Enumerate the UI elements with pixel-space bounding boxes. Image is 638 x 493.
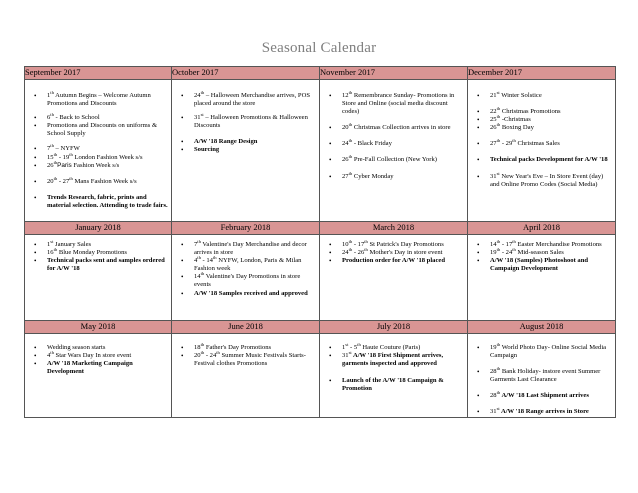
event-text: - 14	[200, 257, 213, 265]
event-item	[47, 360, 168, 376]
event-text: 24	[342, 140, 349, 148]
event-item	[194, 273, 316, 289]
ordinal-suffix: th	[50, 350, 54, 356]
month-header-row	[25, 222, 616, 235]
ordinal-suffix: th	[496, 122, 501, 128]
ordinal-suffix: th	[53, 175, 58, 181]
event-text: 25	[490, 116, 497, 124]
event-item	[490, 344, 612, 360]
event-text: 4	[194, 257, 198, 265]
event-text: New Year's Eve – In Store Event (day) and Online Promo Codes (Social Media)	[490, 172, 604, 188]
event-text: 20	[47, 177, 54, 185]
event-item	[47, 194, 168, 210]
event-text: World Photo Day- Online Social Media Campaign	[490, 344, 607, 360]
event-item	[194, 92, 316, 108]
event-list	[25, 235, 171, 273]
event-item	[342, 257, 464, 265]
event-item	[342, 352, 464, 368]
event-text: Christmas Collection arrives in store	[352, 124, 451, 132]
event-text: - 24	[500, 249, 513, 257]
event-text: Pre-Fall Collection (New York)	[352, 156, 437, 164]
event-text: Promotions and Discounts on uniforms & School Supply	[47, 122, 158, 138]
ordinal-suffix: th	[200, 271, 205, 277]
event-item	[342, 156, 464, 164]
event-item	[47, 175, 168, 186]
month-header: March 2018	[320, 222, 468, 235]
event-text: - 24	[204, 352, 217, 360]
event-text: A/W '18 Samples received and approved	[194, 289, 308, 297]
month-events-cell	[468, 235, 616, 321]
month-header: July 2018	[320, 321, 468, 334]
event-text: -Christmas	[500, 116, 531, 124]
event-text: Blue Monday Promotions	[57, 249, 127, 257]
event-item	[490, 249, 612, 257]
event-text: 31	[194, 114, 201, 122]
event-text: Autumn Begins – Welcome Autumn Promotions and Discounts	[47, 92, 151, 108]
event-text: A/W '18 Range Design	[194, 138, 258, 146]
ordinal-suffix: th	[50, 112, 54, 118]
event-text: Star Wars Day In store event	[53, 352, 132, 360]
event-text: – NYFW	[53, 145, 80, 153]
ordinal-suffix: th	[496, 239, 501, 244]
event-text: Technical packs sent and samples ordered for A/W '18	[47, 257, 165, 273]
event-text: 16	[47, 249, 54, 257]
ordinal-suffix: th	[348, 90, 353, 95]
event-item	[194, 146, 316, 154]
event-text: 31	[342, 352, 349, 360]
event-text: - Black Friday	[352, 140, 392, 148]
ordinal-suffix: th	[50, 90, 54, 95]
event-text: 20	[342, 124, 349, 132]
event-item	[490, 241, 612, 249]
event-text: 4	[47, 352, 51, 360]
event-text: 19	[490, 249, 497, 257]
ordinal-suffix: th	[216, 350, 220, 356]
event-text: 24	[194, 92, 201, 99]
event-text: Valentine's Day Merchandise and decor arrives in store	[194, 241, 307, 257]
event-item	[490, 124, 612, 132]
month-header: May 2018	[25, 321, 172, 334]
month-events-cell	[320, 80, 468, 222]
event-item	[194, 290, 316, 298]
event-text: A/W '18 (Samples) Photoshoot and Campaign Development	[490, 257, 589, 273]
event-text: - Back to School	[53, 114, 100, 122]
ordinal-suffix: th	[496, 390, 501, 396]
event-text: 28	[490, 392, 497, 400]
event-list	[25, 80, 171, 210]
event-item	[490, 392, 612, 400]
event-item	[47, 257, 168, 273]
event-item	[342, 140, 464, 148]
month-events-cell	[25, 334, 172, 418]
month-header: August 2018	[468, 321, 616, 334]
event-text: - 17	[352, 241, 365, 248]
ordinal-suffix: th	[212, 255, 217, 261]
ordinal-suffix: th	[357, 342, 361, 347]
event-text: St Patrick's Day Promotions	[367, 241, 444, 248]
month-header-row	[25, 321, 616, 334]
ordinal-suffix: th	[69, 175, 73, 181]
ordinal-suffix: th	[53, 159, 58, 165]
event-text: Paris	[57, 161, 72, 169]
event-text: 31	[490, 172, 497, 180]
event-item	[342, 92, 464, 116]
ordinal-suffix: th	[53, 247, 58, 253]
event-text: 14	[194, 273, 201, 281]
event-text: Boxing Day	[500, 124, 534, 132]
event-item	[47, 92, 168, 108]
month-header: January 2018	[25, 222, 172, 235]
event-item	[490, 140, 612, 148]
event-text: 21	[490, 92, 497, 99]
event-text: 27	[490, 140, 497, 148]
event-item	[342, 377, 464, 393]
event-text: 24	[342, 249, 349, 257]
event-text: Launch of the A/W '18 Campaign & Promotion	[342, 377, 444, 393]
event-item	[47, 114, 168, 122]
ordinal-suffix: th	[200, 90, 205, 95]
ordinal-suffix: th	[200, 350, 205, 356]
ordinal-suffix: th	[348, 170, 353, 176]
event-text: 26	[490, 124, 497, 132]
event-text: Father's Day Promotions	[204, 344, 272, 351]
event-text: 26	[47, 161, 54, 169]
event-text: NYFW, London, Paris & Milan Fashion week	[194, 257, 302, 273]
event-item	[47, 122, 168, 138]
event-item	[342, 344, 464, 352]
ordinal-suffix: st	[348, 350, 352, 356]
month-header: November 2017	[320, 67, 468, 80]
event-text: Mid-season Sales	[515, 249, 564, 257]
event-item	[194, 114, 316, 130]
ordinal-suffix: th	[69, 151, 73, 157]
event-list	[468, 235, 615, 273]
month-header: October 2017	[172, 67, 320, 80]
month-header: December 2017	[468, 67, 616, 80]
event-text: Cyber Monday	[352, 172, 394, 180]
event-text: - 19	[57, 153, 70, 161]
month-header: June 2018	[172, 321, 320, 334]
event-text: 1	[47, 241, 51, 248]
event-text: Valentine's Day Promotions in store events	[194, 273, 301, 289]
event-item	[342, 249, 464, 257]
event-item	[194, 257, 316, 273]
page-title: Seasonal Calendar	[261, 40, 377, 56]
ordinal-suffix: th	[348, 122, 353, 128]
event-item	[47, 249, 168, 257]
event-list	[320, 80, 467, 181]
event-text: 14	[490, 241, 497, 248]
month-events-cell	[468, 334, 616, 418]
event-text: 18	[194, 344, 201, 351]
event-text: - 5	[348, 344, 358, 351]
event-text: Technical packs Development for A/W '18	[490, 156, 608, 164]
event-item	[490, 257, 612, 273]
event-item	[47, 151, 168, 162]
event-item	[490, 156, 612, 164]
event-item	[342, 170, 464, 181]
month-events-cell	[172, 235, 320, 321]
event-text: - 27	[57, 177, 70, 185]
event-item	[47, 241, 168, 249]
month-events-row	[25, 80, 616, 222]
month-events-cell	[320, 235, 468, 321]
ordinal-suffix: th	[496, 342, 501, 347]
event-item	[47, 145, 168, 153]
ordinal-suffix: th	[348, 154, 353, 160]
event-text: 22	[490, 108, 497, 116]
event-text: Fashion Week s/s	[71, 161, 120, 169]
event-item	[490, 92, 612, 100]
event-text: 6	[47, 114, 51, 122]
event-text: Haute Couture (Paris)	[360, 344, 421, 351]
event-text: Mans Fashion Week s/s	[72, 177, 137, 185]
event-text: A/W '18 First Shipment arrives, garments inspected and approved	[342, 352, 444, 368]
event-text: – Halloween Promotions & Halloween Discounts	[194, 114, 308, 130]
event-text: 10	[342, 241, 349, 248]
ordinal-suffix: st	[200, 112, 204, 118]
event-text: 15	[47, 153, 54, 161]
event-text: A/W '18 Marketing Campaign Development	[47, 360, 133, 376]
ordinal-suffix: th	[496, 106, 501, 112]
month-header-row	[25, 67, 616, 80]
event-text: A/W '18 Range arrives in Store	[499, 408, 589, 416]
ordinal-suffix: th	[53, 151, 58, 157]
ordinal-suffix: th	[512, 247, 516, 253]
event-item	[342, 124, 464, 132]
event-text: Easter Merchandise Promotions	[515, 241, 602, 248]
event-list	[172, 334, 319, 368]
ordinal-suffix: th	[348, 239, 353, 244]
event-text: Wedding season starts	[47, 344, 106, 351]
seasonal-calendar-table	[24, 66, 616, 418]
event-text: 7	[194, 241, 198, 248]
event-text: – Halloween Merchandise arrives, POS placed around the store	[194, 92, 311, 108]
event-list	[468, 80, 615, 189]
event-text: - 29	[500, 140, 513, 148]
event-text: 31	[490, 408, 497, 416]
event-text: Christmas Sales	[515, 140, 560, 148]
event-text: 26	[342, 156, 349, 164]
event-text: 19	[490, 344, 497, 351]
ordinal-suffix: st	[50, 239, 54, 244]
ordinal-suffix: th	[512, 239, 516, 244]
event-text: 1	[342, 344, 346, 351]
ordinal-suffix: th	[197, 255, 201, 261]
event-item	[194, 352, 316, 368]
month-header: September 2017	[25, 67, 172, 80]
event-text: 1	[47, 92, 51, 99]
event-text: 7	[47, 145, 51, 153]
event-list	[320, 235, 467, 265]
month-events-row	[25, 334, 616, 418]
event-text: Remembrance Sunday- Promotions in Store and Online (social media discount codes)	[342, 92, 455, 116]
event-text: Bank Holiday- instore event Summer Garments Last Clearance	[490, 368, 601, 384]
month-events-row	[25, 235, 616, 321]
event-item	[490, 368, 612, 384]
event-list	[172, 235, 319, 298]
event-text: London Fashion Week s/s	[72, 153, 143, 161]
ordinal-suffix: st	[496, 406, 500, 412]
event-item	[194, 344, 316, 352]
event-text: Production order for A/W '18 placed	[342, 257, 445, 265]
event-text: 28	[490, 368, 497, 376]
ordinal-suffix: st	[496, 170, 500, 176]
month-header: April 2018	[468, 222, 616, 235]
month-events-cell	[320, 334, 468, 418]
event-text: A/W '18 Last Shipment arrives	[500, 392, 589, 400]
month-events-cell	[468, 80, 616, 222]
event-item	[490, 408, 612, 416]
event-item	[342, 241, 464, 249]
ordinal-suffix: th	[197, 239, 201, 244]
ordinal-suffix: th	[496, 114, 501, 120]
ordinal-suffix: th	[364, 239, 368, 244]
event-item	[490, 108, 612, 116]
event-item	[47, 344, 168, 352]
month-events-cell	[172, 80, 320, 222]
event-text: Summer Music Festivals Starts- Festival clothes Promotions	[194, 352, 306, 368]
ordinal-suffix: th	[496, 247, 501, 253]
event-text: Sourcing	[194, 146, 220, 154]
event-item	[47, 352, 168, 360]
ordinal-suffix: st	[496, 90, 500, 95]
event-list	[320, 334, 467, 393]
month-events-cell	[25, 235, 172, 321]
event-text: January Sales	[53, 241, 92, 248]
ordinal-suffix: th	[200, 342, 205, 347]
event-text: 20	[194, 352, 201, 360]
ordinal-suffix: th	[496, 138, 501, 144]
ordinal-suffix: th	[50, 143, 54, 149]
month-events-cell	[172, 334, 320, 418]
month-header: February 2018	[172, 222, 320, 235]
month-events-cell	[25, 80, 172, 222]
ordinal-suffix: th	[348, 138, 353, 144]
event-list	[172, 80, 319, 155]
event-text: Winter Solstice	[499, 92, 542, 99]
event-item	[490, 170, 612, 189]
event-item	[47, 159, 168, 170]
event-text: 27	[342, 172, 349, 180]
ordinal-suffix: th	[364, 247, 368, 253]
event-item	[194, 138, 316, 146]
event-text: Trends Research, fabric, prints and material selection. Attending to trade fairs.	[47, 193, 168, 209]
event-text: Mother's Day in store event	[367, 249, 443, 257]
event-text: - 26	[352, 249, 365, 257]
ordinal-suffix: th	[496, 366, 501, 372]
ordinal-suffix: th	[348, 247, 353, 253]
ordinal-suffix: th	[512, 138, 516, 144]
event-list	[25, 334, 171, 376]
event-text: - 17	[500, 241, 513, 248]
ordinal-suffix: st	[345, 342, 349, 347]
event-text: Christmas Promotions	[500, 108, 561, 116]
event-list	[468, 334, 615, 417]
event-text: 12	[342, 92, 349, 99]
